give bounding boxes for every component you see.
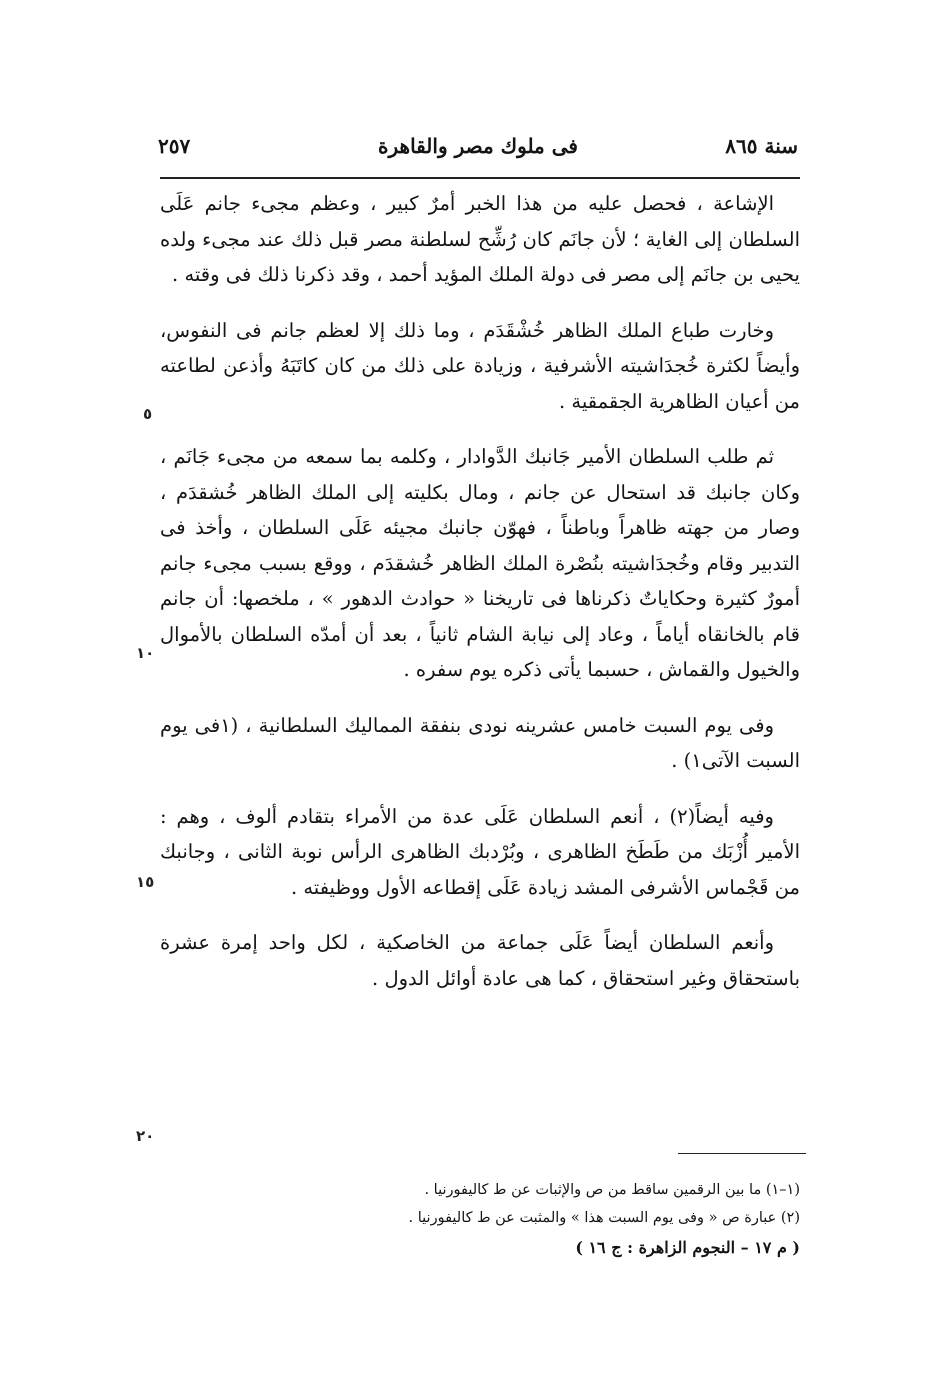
header-rule	[160, 177, 800, 179]
signature-mark: ( م ١٧ – النجوم الزاهرة : ج ١٦ )	[575, 1238, 800, 1257]
page-number: ٢٥٧	[158, 134, 191, 158]
paragraph-6: وأنعم السلطان أيضاً عَلَى جماعة من الخاصكية ، لكل واحد إمرة عشرة باستحقاق وغير استحقاق ، كما هى عادة أوائل الدول .	[160, 931, 800, 990]
footnotes	[160, 1176, 800, 1232]
line-number-20: ٢٠	[136, 1127, 155, 1145]
footnote-rule	[678, 1153, 806, 1154]
paragraph-2: وخارت طباع الملك الظاهر خُشْقَدَم ، وما ذلك إلا لعظم جانم فى النفوس، وأيضاً لكثرة خُجدَاشيته الأشرفية ، وزيادة على ذلك من كان كاتَبَهُ وأذعن لطاعته من أعيان الظاهرية الجقمقية .	[160, 318, 800, 413]
line-number-10: ١٠	[136, 644, 155, 662]
paragraph-1: الإشاعة ، فحصل عليه من هذا الخبر أمرٌ كبير ، وعظم مجىء جانم عَلَى السلطان إلى الغاية ؛ لأن جانَم كان رُشِّح لسلطنة مصر قبل ذلك عند مجىء ولده يحيى بن جانَم إلى مصر فى دولة الملك المؤيد أحمد ، وقد ذكرنا ذلك فى وقته .	[160, 192, 800, 286]
header-title: فى ملوك مصر والقاهرة	[378, 134, 578, 158]
paragraph-5: وفيه أيضاً(٢) ، أنعم السلطان عَلَى عدة من الأمراء بتقادم ألوف ، وهم : الأمير أُزْبَك من طَطَخ الظاهرى ، وبُرْدبك الظاهرى الرأس نوبة الثانى ، وجانبك من قَجْماس الأشرفى المشد زيادة عَلَى إقطاعه الأول ووظيفته .	[160, 804, 800, 899]
paragraph-4: وفى يوم السبت خامس عشرينه نودى بنفقة المماليك السلطانية ، (١فى يوم السبت الآتى١) .	[160, 713, 800, 772]
line-number-5: ٥	[143, 405, 153, 423]
header-year: سنة ٨٦٥	[725, 134, 798, 158]
footnote-1: (١–١) ما بين الرقمين ساقط من ص والإثبات عن ط كاليفورنيا .	[424, 1182, 800, 1198]
page-header	[158, 130, 798, 170]
line-number-15: ١٥	[136, 873, 155, 891]
main-text	[160, 186, 800, 1016]
paragraph-3: ثم طلب السلطان الأمير جَانبك الدَّوادار ، وكلمه بما سمعه من مجىء جَانَم ، وكان جانبك قد استحال عن جانم ، ومال بكليته إلى الملك الظاهر خُشقدَم ، وصار من جهته ظاهراً وباطناً ، فهوّن جانبك مجيئه عَلَى السلطان ، وأخذ فى التدبير وقام وخُجدَاشيته بنُصْرة الملك الظاهر خُشقدَم ، ووقع بسبب مجىء جانم أمورٌ كثيرة وحكاياتٌ ذكرناها فى تاريخنا « حوادث الدهور » ، ملخصها: أن جانم قام بالخانقاه أياماً ، وعاد إلى نيابة الشام ثانياً ، بعد أن أمدّه السلطان بالأموال والخيول والقماش ، حسبما يأتى ذكره يوم سفره .	[160, 445, 800, 681]
footnote-2: (٢) عبارة ص « وفى يوم السبت هذا » والمثبت عن ط كاليفورنيا .	[408, 1210, 800, 1226]
